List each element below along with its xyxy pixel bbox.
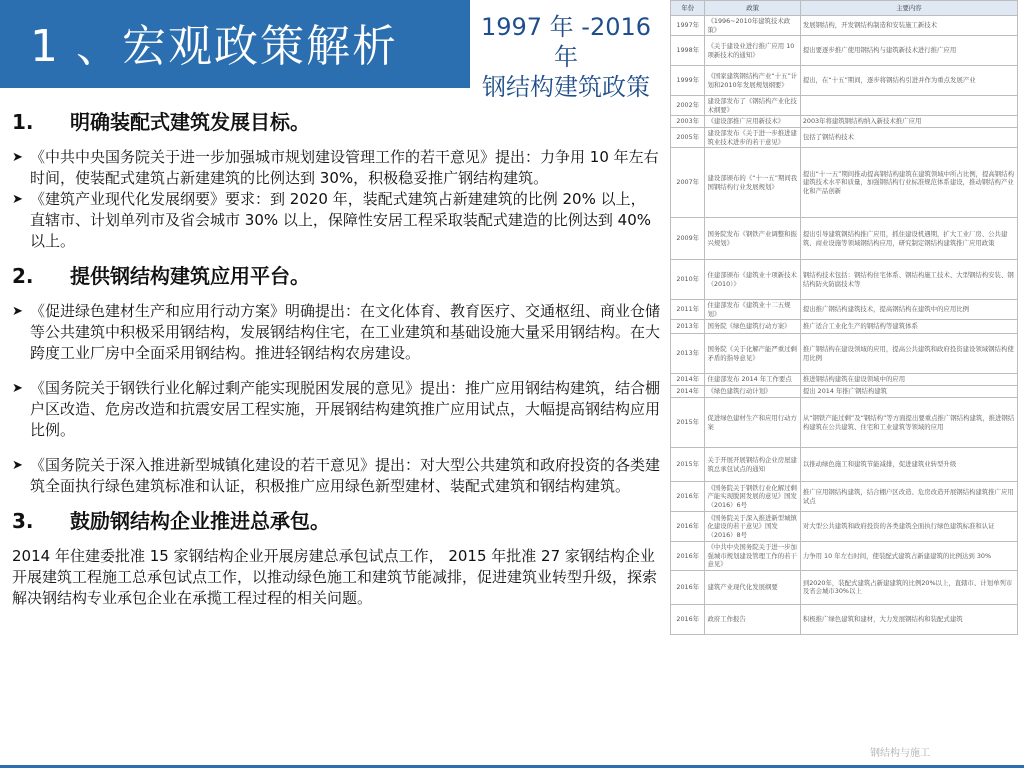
- year-cell: 2005年: [671, 128, 705, 148]
- year-cell: 2014年: [671, 374, 705, 386]
- table-row: [671, 374, 1018, 386]
- content-cell: 包括了钢结构技术: [800, 128, 1017, 148]
- year-cell: 2016年: [671, 570, 705, 604]
- table-row: [671, 570, 1018, 604]
- year-cell: 2016年: [671, 482, 705, 512]
- table-row: [671, 320, 1018, 334]
- column-header: 政策: [705, 1, 800, 16]
- table-row: [671, 604, 1018, 634]
- table-header-row: [671, 1, 1018, 16]
- year-cell: 2010年: [671, 260, 705, 300]
- content-cell: 对大型公共建筑和政府投资的各类建筑全面执行绿色建筑标准和认证: [800, 512, 1017, 542]
- policy-table: [670, 0, 1018, 635]
- content-cell: 推广适合工业化生产的钢结构等建筑体系: [800, 320, 1017, 334]
- year-cell: 2016年: [671, 542, 705, 571]
- list-item: ➤ 《促进绿色建材生产和应用行动方案》明确提出：在文化体育、教育医疗、交通枢纽、商业仓储等公共建筑中积极采用钢结构，发展钢结构住宅，在工业建筑和基础设施大量采用钢结构。在大跨度工业厂房中全面采用钢结构。推进轻钢结构农房建设。: [12, 302, 661, 362]
- section-title: 鼓励钢结构企业推进总承包。: [70, 509, 330, 533]
- column-header: 年份: [671, 1, 705, 16]
- policy-cell: 促进绿色建材生产和应用行动方案: [705, 398, 800, 448]
- section-number: 2.: [12, 264, 34, 288]
- content-cell: 提出，在“十五”期间，逐步将钢结构引进并作为重点发展产业: [800, 66, 1017, 96]
- policy-cell: 建设部发布了《钢结构产业化技术纲要》: [705, 96, 800, 116]
- title-banner: [0, 0, 470, 88]
- year-cell: 1997年: [671, 16, 705, 36]
- table-row: [671, 334, 1018, 374]
- table-row: [671, 386, 1018, 398]
- arrow-bullet-icon: ➤: [12, 150, 23, 165]
- table-row: [671, 542, 1018, 571]
- content-cell: 力争用 10 年左右时间，使装配式建筑占新建建筑的比例达到 30%: [800, 542, 1017, 571]
- year-cell: 2002年: [671, 96, 705, 116]
- table-row: [671, 218, 1018, 260]
- year-cell: 2014年: [671, 386, 705, 398]
- table-row: [671, 116, 1018, 128]
- content-cell: 钢结构技术包括：钢结构住宅体系、钢结构施工技术、大型钢结构安装、钢结构防火防腐技术等: [800, 260, 1017, 300]
- policy-cell: 《国务院关于深入推进新型城镇化建设的若干意见》国发（2016）8号: [705, 512, 800, 542]
- year-cell: 2011年: [671, 300, 705, 320]
- section-heading: [12, 266, 660, 287]
- policy-cell: 住建部发布 2014 年工作要点: [705, 374, 800, 386]
- policy-cell: 《绿色建筑行动计划》: [705, 386, 800, 398]
- content-cell: 推广应用钢结构建筑，结合棚户区改造、危房改造开展钢结构建筑推广应用试点: [800, 482, 1017, 512]
- table-row: [671, 448, 1018, 482]
- content-cell: 2003年将建筑钢结构纳入新技术推广应用: [800, 116, 1017, 128]
- section-title: 提供钢结构建筑应用平台。: [70, 264, 310, 288]
- main-content: [12, 112, 660, 609]
- section-heading: [12, 511, 660, 532]
- content-cell: 提出推广钢结构建筑技术，提高钢结构在建筑中的应用比例: [800, 300, 1017, 320]
- policy-cell: 国务院发布《钢铁产业调整和振兴规划》: [705, 218, 800, 260]
- table-row: [671, 36, 1018, 66]
- year-cell: 2007年: [671, 148, 705, 218]
- section-title: 明确装配式建筑发展目标。: [70, 110, 310, 134]
- content-cell: 以推动绿色施工和建筑节能减排，促进建筑业转型升级: [800, 448, 1017, 482]
- policy-cell: 《1996~2010年建筑技术政策》: [705, 16, 800, 36]
- section-number: 1.: [12, 110, 34, 134]
- table-row: [671, 398, 1018, 448]
- policy-cell: 《中共中央国务院关于进一步加强城市规划建设管理工作的若干意见》: [705, 542, 800, 571]
- year-cell: 2013年: [671, 334, 705, 374]
- page-title: 1 、宏观政策解析: [30, 21, 398, 72]
- table-row: [671, 66, 1018, 96]
- year-cell: 2016年: [671, 512, 705, 542]
- table-row: [671, 512, 1018, 542]
- policy-cell: 建设部发布《关于进一步推进建筑业技术进步的若干意见》: [705, 128, 800, 148]
- arrow-bullet-icon: ➤: [12, 304, 23, 319]
- section-number: 3.: [12, 509, 34, 533]
- list-item: ➤ 《国务院关于深入推进新型城镇化建设的若干意见》提出：对大型公共建筑和政府投资的各类建筑全面执行绿色建筑标准和认证，积极推广应用绿色新型建材、装配式建筑和钢结构建筑。: [12, 456, 661, 495]
- section-paragraph: 2014 年住建委批准 15 家钢结构企业开展房建总承包试点工作， 2015 年批准 27 家钢结构企业开展建筑工程施工总承包试点工作，以推动绿色施工和建筑节能减排，促进建筑业转型升级，探索解决钢结构专业承包企业在承揽工程过程的相关问题。: [12, 547, 658, 607]
- policy-cell: 住建部颁布《建筑业十项新技术（2010）》: [705, 260, 800, 300]
- subtitle: [476, 12, 656, 102]
- content-cell: 推进钢结构建筑在建设领域中的应用: [800, 374, 1017, 386]
- policy-cell: 《国务院关于钢铁行业化解过剩产能实现脱困发展的意见》国发（2016）6号: [705, 482, 800, 512]
- subtitle-topic: 钢结构建筑政策: [482, 73, 650, 101]
- subtitle-years: 1997 年 -2016 年: [480, 13, 652, 71]
- year-cell: 2009年: [671, 218, 705, 260]
- content-cell: 推广钢结构在建设领域的应用，提高公共建筑和政府投资建设领域钢结构使用比例: [800, 334, 1017, 374]
- policy-cell: 政府工作报告: [705, 604, 800, 634]
- policy-cell: 建设部颁布的《“十一五”期间我国钢结构行业发展规划》: [705, 148, 800, 218]
- policy-cell: 国务院《绿色建筑行动方案》: [705, 320, 800, 334]
- content-cell: 积极推广绿色建筑和建材，大力发展钢结构和装配式建筑: [800, 604, 1017, 634]
- year-cell: 1999年: [671, 66, 705, 96]
- policy-cell: 关于开展开展钢结构企业房屋建筑总承包试点的通知: [705, 448, 800, 482]
- watermark: 钢结构与施工: [870, 748, 930, 759]
- arrow-bullet-icon: ➤: [12, 192, 23, 207]
- policy-table-image: [670, 0, 1024, 768]
- year-cell: 1998年: [671, 36, 705, 66]
- year-cell: 2016年: [671, 604, 705, 634]
- policy-cell: 《国家建筑钢结构产业“十五”计划和2010年发展规划纲要》: [705, 66, 800, 96]
- table-row: [671, 260, 1018, 300]
- year-cell: 2013年: [671, 320, 705, 334]
- column-header: 主要内容: [800, 1, 1017, 16]
- content-cell: 提出要逐步推广使用钢结构与建筑新技术进行推广应用: [800, 36, 1017, 66]
- year-cell: 2015年: [671, 398, 705, 448]
- content-cell: 发展钢结构，开发钢结构制造和安装施工新技术: [800, 16, 1017, 36]
- policy-cell: 《关于建设业进行推广应用 10 项新技术的通知》: [705, 36, 800, 66]
- content-cell: [800, 96, 1017, 116]
- section-heading: [12, 112, 660, 133]
- content-cell: 提出“十一五”期间推动提高钢结构建筑在建筑领域中所占比例，提高钢结构建筑技术水平和质量，加强钢结构行业标准规范体系建设，推动钢结构产业化和产品创新: [800, 148, 1017, 218]
- table-row: [671, 148, 1018, 218]
- policy-cell: 《建设部推广应用新技术》: [705, 116, 800, 128]
- content-cell: 到2020年，装配式建筑占新建建筑的比例20%以上，直辖市、计划单列市及省会城市30%以上: [800, 570, 1017, 604]
- year-cell: 2003年: [671, 116, 705, 128]
- list-item: ➤ 《中共中央国务院关于进一步加强城市规划建设管理工作的若干意见》提出：力争用 10 年左右时间，使装配式建筑占新建建筑的比例达到 30%，积极稳妥推广钢结构建筑。: [12, 148, 659, 187]
- table-row: [671, 16, 1018, 36]
- list-item: ➤ 《国务院关于钢铁行业化解过剩产能实现脱困发展的意见》提出：推广应用钢结构建筑，结合棚户区改造、危房改造和抗震安居工程实施，开展钢结构建筑推广应用试点，大幅提高钢结构应用比例。: [12, 379, 661, 439]
- table-row: [671, 96, 1018, 116]
- policy-cell: 国务院《关于化解产能严重过剩矛盾的指导意见》: [705, 334, 800, 374]
- arrow-bullet-icon: ➤: [12, 458, 23, 473]
- content-cell: 提出 2014 年推广钢结构建筑: [800, 386, 1017, 398]
- content-cell: 从“钢铁产能过剩”及“钢结构”等方面提出要重点推广钢结构建筑，推进钢结构建筑在公共建筑、住宅和工业建筑等领域的应用: [800, 398, 1017, 448]
- table-row: [671, 128, 1018, 148]
- table-row: [671, 482, 1018, 512]
- policy-cell: 住建部发布《建筑业十二五规划》: [705, 300, 800, 320]
- list-item: ➤ 《建筑产业现代化发展纲要》要求：到 2020 年，装配式建筑占新建建筑的比例 20% 以上，直辖市、计划单列市及省会城市 30% 以上，保障性安居工程采取装配式建造的比例达到 40% 以上。: [12, 190, 651, 250]
- table-row: [671, 300, 1018, 320]
- policy-cell: 建筑产业现代化发展纲要: [705, 570, 800, 604]
- year-cell: 2015年: [671, 448, 705, 482]
- table-body: [671, 16, 1018, 635]
- arrow-bullet-icon: ➤: [12, 381, 23, 396]
- content-cell: 提出引导建筑钢结构推广应用，抓住建设机遇期，扩大工业厂房、公共建筑、商业设施等领域钢结构应用，研究制定钢结构建筑推广应用政策: [800, 218, 1017, 260]
